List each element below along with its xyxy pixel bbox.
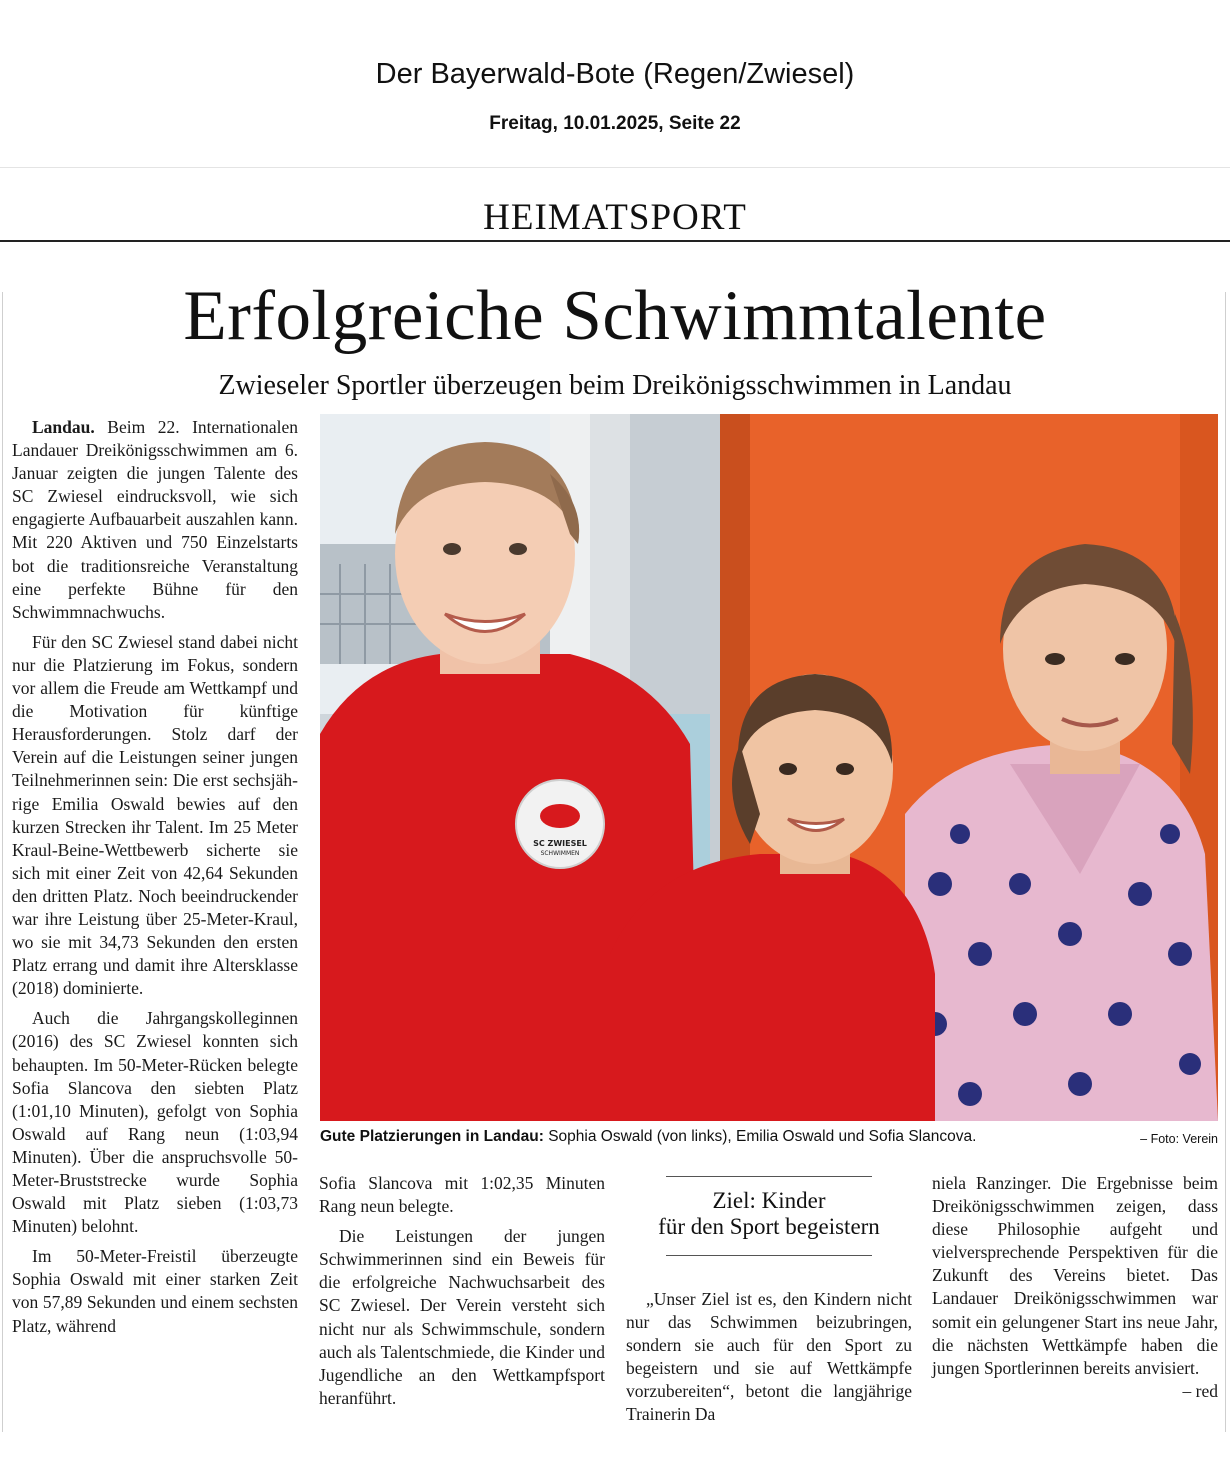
section-title: HEIMATSPORT xyxy=(483,197,747,238)
publication-date-page: Freitag, 10.01.2025, Seite 22 xyxy=(489,113,741,134)
box-rule-top xyxy=(666,1176,872,1177)
paragraph-6: Die Leistungen der jungen Schwimmerinnen sind ein Beweis für die erfolgreiche Nachwuchsarbeit des SC Zwiesel. Der Verein versteht sich nicht nur als Schwimmschule, sondern auch als Talentschmiede, die Kinder und Jugendliche an den Wettkampfsport heranführt. xyxy=(319,1226,605,1408)
page-left-border xyxy=(2,292,3,1432)
box-title-line-1: Ziel: Kinder xyxy=(712,1188,826,1213)
photo-credit: – Foto: Verein xyxy=(1140,1132,1218,1146)
svg-text:SC ZWIESEL: SC ZWIESEL xyxy=(533,839,587,848)
box-title xyxy=(626,1188,912,1240)
article-subheadline: Zwieseler Sportler überzeugen beim Dreikönigsschwimmen in Landau xyxy=(218,370,1012,401)
article-photo xyxy=(320,414,1218,1121)
box-rule-bottom xyxy=(666,1255,872,1256)
paragraph-2: Für den SC Zwiesel stand dabei nicht nur die Platzierung im Fokus, sondern vor allem die Freude am Wettkampf und die Motivation für künftige Herausforderungen. Stolz darf der Verein auf die Leistungen seiner jungen Teilnehmerinnen sein: Die erst sechsjährige Emilia Oswald bewies auf den kurzen Strecken ihr Talent. Im 25 Meter Kraul-Beine-Wettbewerb sicherte sie sich mit einer Zeit von 42,64 Sekunden den dritten Platz. Noch beeindruckender war ihre Leistung über 25-Meter-Kraul, wo sie mit 34,73 Sekunden den ersten Platz errang und damit ihre Altersklasse (2018) dominierte. xyxy=(12,631,298,999)
page-right-border xyxy=(1225,292,1226,1432)
author-signoff: – red xyxy=(1182,1380,1218,1401)
paragraph-7: „Unser Ziel ist es, den Kindern nicht nur das Schwimmen beizubringen, sondern sie auch für den Sport zu begeistern und sie auf Wettkämpfe vorzubereiten“, betont die langjährige Trainerin Da xyxy=(626,1289,912,1425)
paragraph-8 xyxy=(932,1172,1218,1401)
publication-name: Der Bayerwald-Bote (Regen/Zwiesel) xyxy=(375,58,855,90)
article-column-2 xyxy=(319,1172,605,1417)
article-column-4 xyxy=(932,1172,1218,1403)
paragraph-3: Auch die Jahrgangskolleginnen (2016) des SC Zwiesel konnten sich behaupten. Im 50-Meter-Rücken belegte Sofia Slancova den siebten Platz (1:01,10 Minuten), gefolgt von Sophia Oswald auf Rang neun (1:03,94 Minuten). Über die anspruchsvolle 50-Meter-Bruststrecke wurde Sophia Oswald mit Platz sieben (1:03,73 Minuten) belohnt. xyxy=(12,1008,298,1237)
paragraph-1 xyxy=(12,416,298,624)
paragraph-1-text: Beim 22. Internationalen Landauer Dreikönigsschwimmen am 6. Januar zeigten die jungen Talente des SC Zwiesel eindrucksvoll, wie sich engagierte Aufbauarbeit auszahlen kann. Mit 220 Aktiven und 750 Einzelstarts bot die traditionsreiche Veranstaltung eine perfekte Bühne für den Schwimmnachwuchs. xyxy=(12,417,298,622)
top-header xyxy=(0,0,1230,168)
svg-text:SCHWIMMEN: SCHWIMMEN xyxy=(540,850,580,857)
article-column-1 xyxy=(12,416,298,1345)
dateline: Landau. xyxy=(32,417,95,437)
section-rule xyxy=(0,240,1230,242)
article-column-3 xyxy=(626,1288,912,1434)
photo-caption xyxy=(320,1128,1218,1146)
paragraph-4: Im 50-Meter-Freistil überzeugte Sophia Oswald mit einer starken Zeit von 57,89 Sekunden und einem sechsten Platz, während xyxy=(12,1246,298,1336)
paragraph-5: Sofia Slancova mit 1:02,35 Minuten Rang neun belegte. xyxy=(319,1173,605,1217)
caption-lead: Gute Platzierungen in Landau: xyxy=(320,1128,544,1145)
caption-text: Sophia Oswald (von links), Emilia Oswald und Sofia Slancova. xyxy=(543,1128,977,1145)
paragraph-8-text: niela Ranzinger. Die Ergebnisse beim Dreikönigsschwimmen zeigen, dass diese Philosophie aufgeht und vielversprechende Perspektiven für die Zukunft des Vereins bietet. Das Landauer Dreikönigsschwimmen war somit ein gelungener Start ins neue Jahr, die nächsten Wettkämpfe haben die jungen Sportlerinnen bereits anvisiert. xyxy=(932,1173,1218,1378)
box-title-line-2: für den Sport begeistern xyxy=(658,1214,880,1239)
article-headline: Erfolgreiche Schwimmtalente xyxy=(183,277,1047,355)
